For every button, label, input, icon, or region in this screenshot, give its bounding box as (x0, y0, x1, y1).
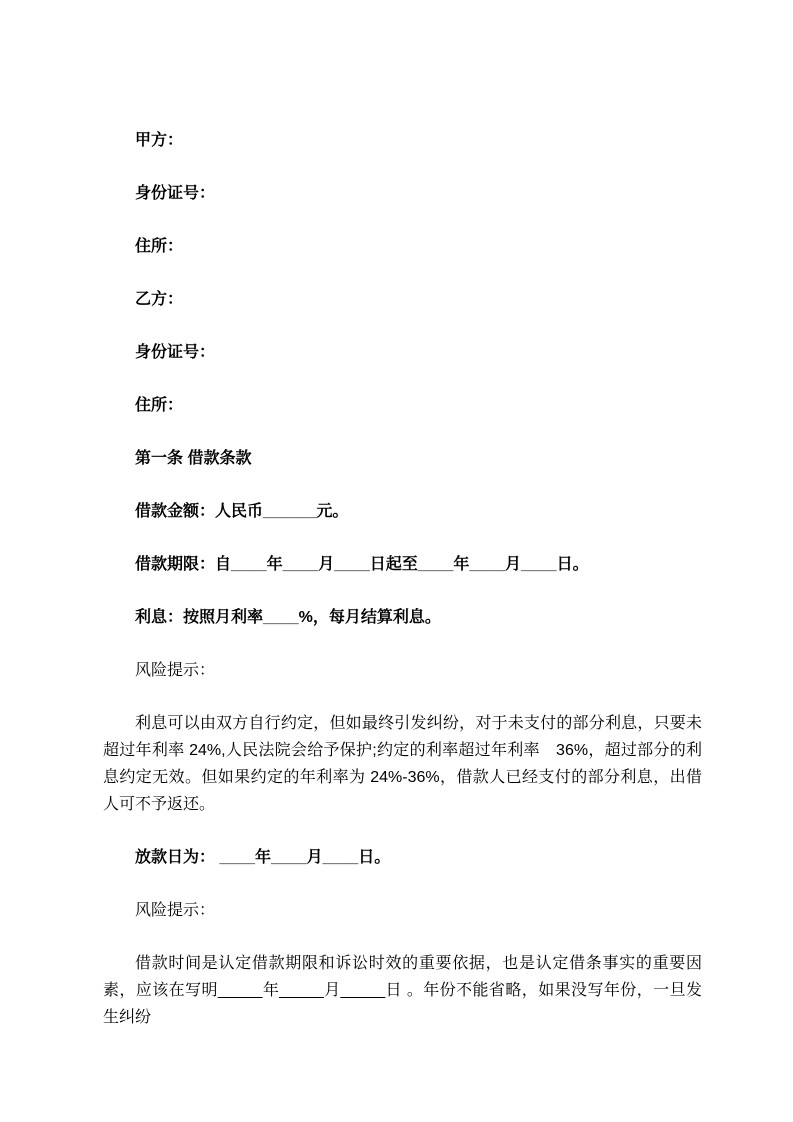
party-a-address-label: 住所： (135, 238, 184, 255)
risk-note-paragraph-2: 借款时间是认定借款期限和诉讼时效的重要依据，也是认定借条事实的重要因素，应该在写明_____年_____月_____日 。年份不能省略，如果没写年份，一旦发生纠纷 (103, 955, 702, 1026)
loan-term-line: 借款期限：自____年____月____日起至____年____月____日。 (135, 556, 589, 573)
party-b-address-label: 住所： (135, 397, 184, 414)
party-b-label: 乙方： (135, 291, 184, 308)
interest-line: 利息：按照月利率____%，每月结算利息。 (135, 609, 441, 626)
party-b-id-label: 身份证号： (135, 344, 216, 361)
loan-amount-line: 借款金额：人民币______元。 (135, 503, 349, 520)
contract-body (103, 0, 702, 1031)
disbursement-date-line: 放款日为： ____年____月____日。 (135, 849, 391, 866)
risk-note-label-1: 风险提示： (135, 662, 216, 679)
party-a-id-label: 身份证号： (135, 185, 216, 202)
article-1-heading: 第一条 借款条款 (135, 450, 252, 467)
risk-note-label-2: 风险提示： (135, 902, 216, 919)
risk-note-paragraph-1: 利息可以由双方自行约定，但如最终引发纠纷，对于未支付的部分利息，只要未超过年利率 24%,人民法院会给予保护;约定的利率超过年利率 36%，超过部分的利息约定无效。但如果约定的年利率为 24%-36%，借款人已经支付的部分利息，出借人可不予返还。 (103, 715, 702, 813)
party-a-label: 甲方： (135, 132, 184, 149)
